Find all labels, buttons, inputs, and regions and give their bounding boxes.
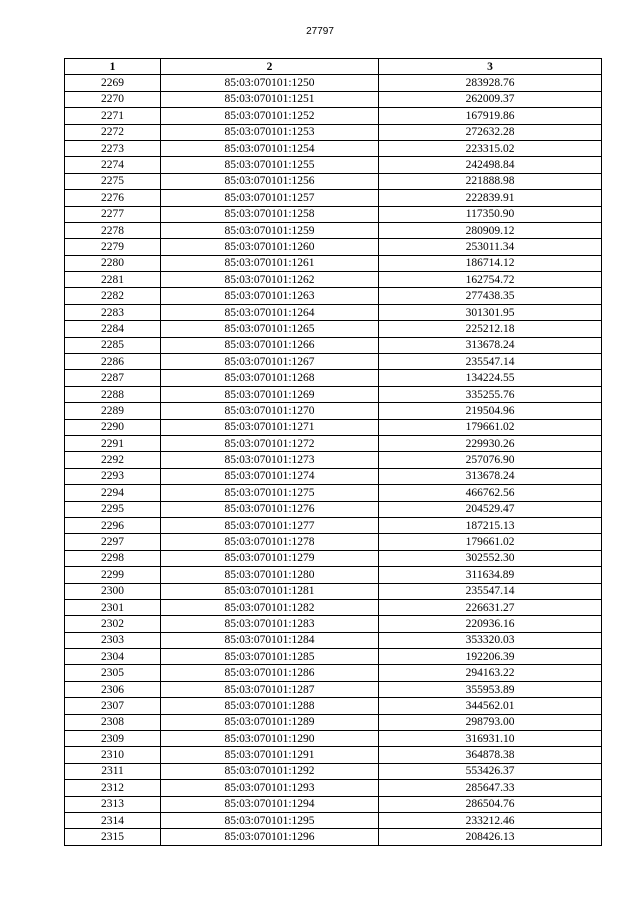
row-number-cell: 2307 xyxy=(65,698,161,714)
table-row xyxy=(65,731,602,747)
row-number-cell: 2281 xyxy=(65,272,161,288)
table-row xyxy=(65,108,602,124)
cadastral-number-cell: 85:03:070101:1267 xyxy=(161,354,379,370)
cadastral-value-cell: 117350.90 xyxy=(379,206,602,222)
table-row xyxy=(65,370,602,386)
table-row xyxy=(65,468,602,484)
table-row xyxy=(65,403,602,419)
table-row xyxy=(65,386,602,402)
cadastral-number-cell: 85:03:070101:1291 xyxy=(161,747,379,763)
table-row xyxy=(65,272,602,288)
cadastral-number-cell: 85:03:070101:1251 xyxy=(161,91,379,107)
table-row xyxy=(65,140,602,156)
table-row xyxy=(65,763,602,779)
table-row xyxy=(65,206,602,222)
row-number-cell: 2296 xyxy=(65,517,161,533)
cadastral-number-cell: 85:03:070101:1285 xyxy=(161,649,379,665)
cadastral-number-cell: 85:03:070101:1281 xyxy=(161,583,379,599)
cadastral-number-cell: 85:03:070101:1272 xyxy=(161,435,379,451)
row-number-cell: 2283 xyxy=(65,304,161,320)
table-row xyxy=(65,583,602,599)
row-number-cell: 2306 xyxy=(65,681,161,697)
table-row xyxy=(65,780,602,796)
table-row xyxy=(65,812,602,828)
table-body xyxy=(65,75,602,845)
cadastral-value-cell: 208426.13 xyxy=(379,829,602,845)
cadastral-number-cell: 85:03:070101:1271 xyxy=(161,419,379,435)
cadastral-value-cell: 219504.96 xyxy=(379,403,602,419)
cadastral-number-cell: 85:03:070101:1261 xyxy=(161,255,379,271)
cadastral-value-cell: 225212.18 xyxy=(379,321,602,337)
cadastral-number-cell: 85:03:070101:1287 xyxy=(161,681,379,697)
table-row xyxy=(65,599,602,615)
cadastral-value-cell: 223315.02 xyxy=(379,140,602,156)
row-number-cell: 2295 xyxy=(65,501,161,517)
cadastral-value-table xyxy=(64,58,602,846)
cadastral-value-cell: 179661.02 xyxy=(379,534,602,550)
row-number-cell: 2275 xyxy=(65,173,161,189)
cadastral-value-cell: 272632.28 xyxy=(379,124,602,140)
cadastral-value-cell: 355953.89 xyxy=(379,681,602,697)
table-row xyxy=(65,304,602,320)
table-row xyxy=(65,173,602,189)
row-number-cell: 2301 xyxy=(65,599,161,615)
row-number-cell: 2290 xyxy=(65,419,161,435)
cadastral-number-cell: 85:03:070101:1257 xyxy=(161,190,379,206)
cadastral-value-cell: 283928.76 xyxy=(379,75,602,91)
cadastral-number-cell: 85:03:070101:1279 xyxy=(161,550,379,566)
cadastral-value-cell: 316931.10 xyxy=(379,731,602,747)
cadastral-value-cell: 466762.56 xyxy=(379,485,602,501)
cadastral-number-cell: 85:03:070101:1258 xyxy=(161,206,379,222)
row-number-cell: 2308 xyxy=(65,714,161,730)
cadastral-number-cell: 85:03:070101:1256 xyxy=(161,173,379,189)
table-row xyxy=(65,681,602,697)
cadastral-value-cell: 233212.46 xyxy=(379,812,602,828)
cadastral-value-cell: 262009.37 xyxy=(379,91,602,107)
cadastral-number-cell: 85:03:070101:1290 xyxy=(161,731,379,747)
table-row xyxy=(65,747,602,763)
cadastral-number-cell: 85:03:070101:1292 xyxy=(161,763,379,779)
cadastral-number-cell: 85:03:070101:1250 xyxy=(161,75,379,91)
cadastral-number-cell: 85:03:070101:1268 xyxy=(161,370,379,386)
row-number-cell: 2312 xyxy=(65,780,161,796)
table-row xyxy=(65,567,602,583)
row-number-cell: 2310 xyxy=(65,747,161,763)
table-row xyxy=(65,124,602,140)
table-row xyxy=(65,288,602,304)
cadastral-value-cell: 302552.30 xyxy=(379,550,602,566)
row-number-cell: 2294 xyxy=(65,485,161,501)
cadastral-number-cell: 85:03:070101:1293 xyxy=(161,780,379,796)
column-header-2: 2 xyxy=(161,59,379,75)
table-row xyxy=(65,517,602,533)
cadastral-value-cell: 277438.35 xyxy=(379,288,602,304)
row-number-cell: 2304 xyxy=(65,649,161,665)
cadastral-value-cell: 313678.24 xyxy=(379,468,602,484)
table-row xyxy=(65,649,602,665)
cadastral-number-cell: 85:03:070101:1265 xyxy=(161,321,379,337)
row-number-cell: 2315 xyxy=(65,829,161,845)
cadastral-value-cell: 242498.84 xyxy=(379,157,602,173)
cadastral-number-cell: 85:03:070101:1263 xyxy=(161,288,379,304)
table-row xyxy=(65,321,602,337)
cadastral-value-cell: 220936.16 xyxy=(379,616,602,632)
cadastral-value-cell: 344562.01 xyxy=(379,698,602,714)
cadastral-number-cell: 85:03:070101:1278 xyxy=(161,534,379,550)
cadastral-number-cell: 85:03:070101:1280 xyxy=(161,567,379,583)
row-number-cell: 2305 xyxy=(65,665,161,681)
cadastral-value-cell: 222839.91 xyxy=(379,190,602,206)
cadastral-value-cell: 257076.90 xyxy=(379,452,602,468)
row-number-cell: 2280 xyxy=(65,255,161,271)
cadastral-number-cell: 85:03:070101:1252 xyxy=(161,108,379,124)
cadastral-number-cell: 85:03:070101:1286 xyxy=(161,665,379,681)
cadastral-value-cell: 134224.55 xyxy=(379,370,602,386)
cadastral-value-cell: 286504.76 xyxy=(379,796,602,812)
table-row xyxy=(65,632,602,648)
cadastral-number-cell: 85:03:070101:1274 xyxy=(161,468,379,484)
cadastral-value-cell: 364878.38 xyxy=(379,747,602,763)
table-row xyxy=(65,419,602,435)
row-number-cell: 2299 xyxy=(65,567,161,583)
cadastral-value-cell: 313678.24 xyxy=(379,337,602,353)
cadastral-value-cell: 192206.39 xyxy=(379,649,602,665)
cadastral-number-cell: 85:03:070101:1275 xyxy=(161,485,379,501)
cadastral-value-cell: 553426.37 xyxy=(379,763,602,779)
cadastral-value-cell: 167919.86 xyxy=(379,108,602,124)
cadastral-number-cell: 85:03:070101:1264 xyxy=(161,304,379,320)
cadastral-value-cell: 280909.12 xyxy=(379,222,602,238)
row-number-cell: 2272 xyxy=(65,124,161,140)
cadastral-value-cell: 301301.95 xyxy=(379,304,602,320)
table-row xyxy=(65,190,602,206)
table-row xyxy=(65,435,602,451)
cadastral-value-cell: 253011.34 xyxy=(379,239,602,255)
row-number-cell: 2297 xyxy=(65,534,161,550)
cadastral-value-cell: 186714.12 xyxy=(379,255,602,271)
table-row xyxy=(65,157,602,173)
table-row xyxy=(65,501,602,517)
cadastral-number-cell: 85:03:070101:1260 xyxy=(161,239,379,255)
column-header-3: 3 xyxy=(379,59,602,75)
row-number-cell: 2303 xyxy=(65,632,161,648)
row-number-cell: 2277 xyxy=(65,206,161,222)
cadastral-value-cell: 162754.72 xyxy=(379,272,602,288)
row-number-cell: 2309 xyxy=(65,731,161,747)
table-row xyxy=(65,829,602,845)
cadastral-number-cell: 85:03:070101:1282 xyxy=(161,599,379,615)
cadastral-number-cell: 85:03:070101:1289 xyxy=(161,714,379,730)
table-row xyxy=(65,714,602,730)
row-number-cell: 2284 xyxy=(65,321,161,337)
cadastral-number-cell: 85:03:070101:1284 xyxy=(161,632,379,648)
row-number-cell: 2278 xyxy=(65,222,161,238)
table-row xyxy=(65,550,602,566)
cadastral-number-cell: 85:03:070101:1253 xyxy=(161,124,379,140)
table-row xyxy=(65,354,602,370)
cadastral-number-cell: 85:03:070101:1254 xyxy=(161,140,379,156)
cadastral-number-cell: 85:03:070101:1288 xyxy=(161,698,379,714)
row-number-cell: 2286 xyxy=(65,354,161,370)
cadastral-number-cell: 85:03:070101:1273 xyxy=(161,452,379,468)
table-header-row xyxy=(65,59,602,75)
table-row xyxy=(65,91,602,107)
cadastral-number-cell: 85:03:070101:1296 xyxy=(161,829,379,845)
table-row xyxy=(65,796,602,812)
cadastral-number-cell: 85:03:070101:1269 xyxy=(161,386,379,402)
cadastral-value-cell: 353320.03 xyxy=(379,632,602,648)
cadastral-value-cell: 294163.22 xyxy=(379,665,602,681)
table-row xyxy=(65,452,602,468)
table-row xyxy=(65,255,602,271)
table-row xyxy=(65,485,602,501)
row-number-cell: 2298 xyxy=(65,550,161,566)
cadastral-number-cell: 85:03:070101:1295 xyxy=(161,812,379,828)
cadastral-number-cell: 85:03:070101:1276 xyxy=(161,501,379,517)
row-number-cell: 2292 xyxy=(65,452,161,468)
cadastral-number-cell: 85:03:070101:1294 xyxy=(161,796,379,812)
row-number-cell: 2287 xyxy=(65,370,161,386)
cadastral-value-cell: 235547.14 xyxy=(379,583,602,599)
row-number-cell: 2289 xyxy=(65,403,161,419)
row-number-cell: 2285 xyxy=(65,337,161,353)
table-header xyxy=(65,59,602,75)
cadastral-number-cell: 85:03:070101:1283 xyxy=(161,616,379,632)
row-number-cell: 2276 xyxy=(65,190,161,206)
table-row xyxy=(65,222,602,238)
table-row xyxy=(65,534,602,550)
cadastral-value-cell: 285647.33 xyxy=(379,780,602,796)
row-number-cell: 2313 xyxy=(65,796,161,812)
cadastral-value-cell: 335255.76 xyxy=(379,386,602,402)
cadastral-number-cell: 85:03:070101:1277 xyxy=(161,517,379,533)
table-row xyxy=(65,239,602,255)
row-number-cell: 2270 xyxy=(65,91,161,107)
row-number-cell: 2314 xyxy=(65,812,161,828)
cadastral-value-cell: 179661.02 xyxy=(379,419,602,435)
table-row xyxy=(65,616,602,632)
cadastral-value-cell: 229930.26 xyxy=(379,435,602,451)
row-number-cell: 2274 xyxy=(65,157,161,173)
cadastral-number-cell: 85:03:070101:1255 xyxy=(161,157,379,173)
table-row xyxy=(65,665,602,681)
cadastral-value-cell: 187215.13 xyxy=(379,517,602,533)
table-row xyxy=(65,337,602,353)
row-number-cell: 2302 xyxy=(65,616,161,632)
table-row xyxy=(65,75,602,91)
table-row xyxy=(65,698,602,714)
cadastral-value-cell: 311634.89 xyxy=(379,567,602,583)
row-number-cell: 2279 xyxy=(65,239,161,255)
cadastral-number-cell: 85:03:070101:1270 xyxy=(161,403,379,419)
page-number: 27797 xyxy=(306,26,334,37)
row-number-cell: 2311 xyxy=(65,763,161,779)
row-number-cell: 2288 xyxy=(65,386,161,402)
row-number-cell: 2291 xyxy=(65,435,161,451)
cadastral-value-cell: 204529.47 xyxy=(379,501,602,517)
cadastral-value-cell: 221888.98 xyxy=(379,173,602,189)
row-number-cell: 2293 xyxy=(65,468,161,484)
column-header-1: 1 xyxy=(65,59,161,75)
row-number-cell: 2271 xyxy=(65,108,161,124)
row-number-cell: 2269 xyxy=(65,75,161,91)
cadastral-number-cell: 85:03:070101:1262 xyxy=(161,272,379,288)
cadastral-value-cell: 298793.00 xyxy=(379,714,602,730)
cadastral-value-cell: 235547.14 xyxy=(379,354,602,370)
cadastral-number-cell: 85:03:070101:1259 xyxy=(161,222,379,238)
cadastral-number-cell: 85:03:070101:1266 xyxy=(161,337,379,353)
row-number-cell: 2300 xyxy=(65,583,161,599)
cadastral-value-cell: 226631.27 xyxy=(379,599,602,615)
row-number-cell: 2282 xyxy=(65,288,161,304)
row-number-cell: 2273 xyxy=(65,140,161,156)
